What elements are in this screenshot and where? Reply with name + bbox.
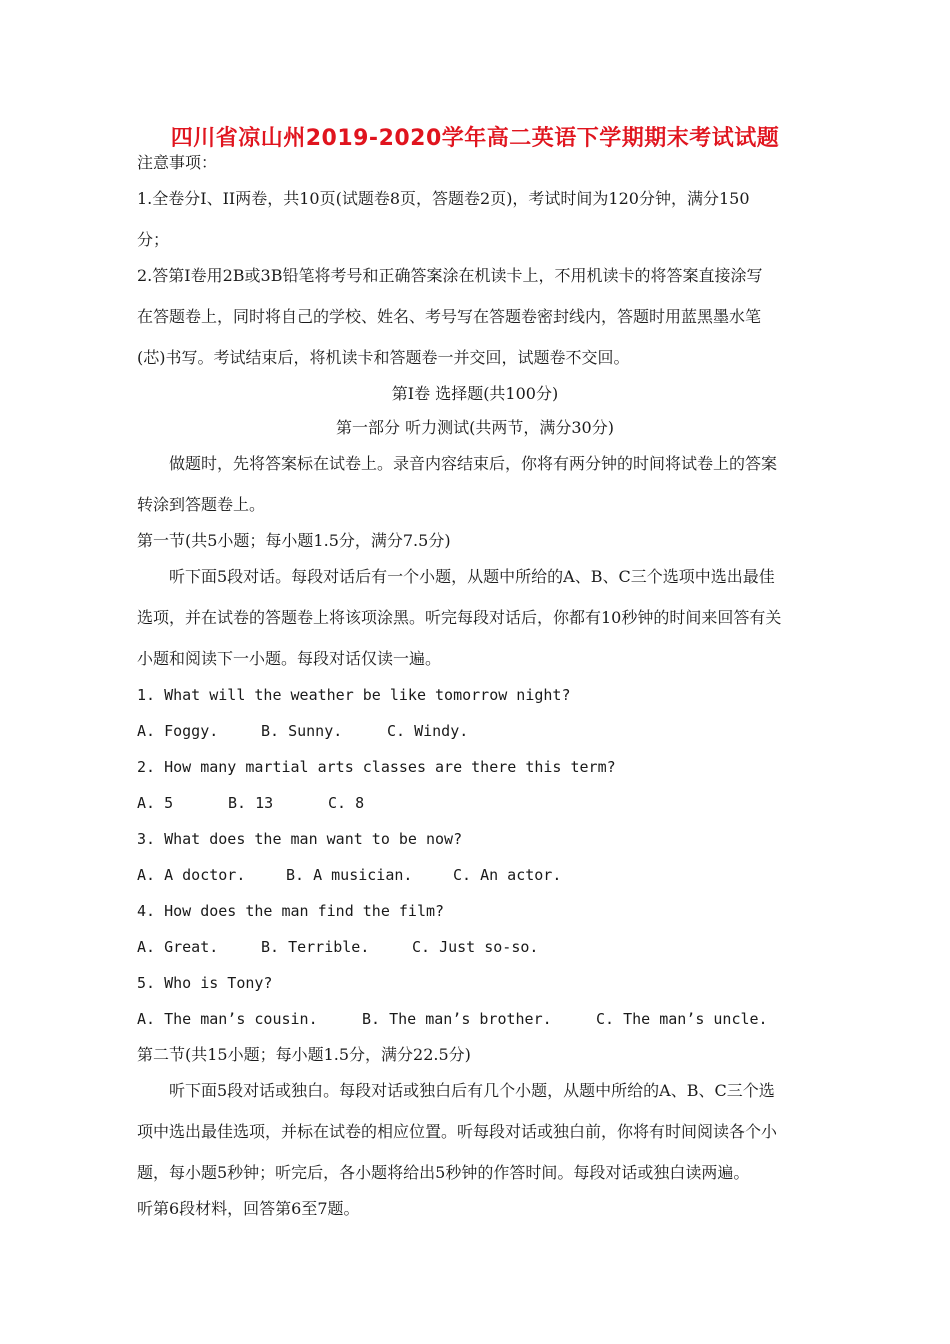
section-1-title: 第一节(共5小题；每小题1.5分，满分7.5分): [137, 531, 451, 550]
question-3: 3. What does the man want to be now?: [137, 830, 463, 848]
material-6-prompt: 听第6段材料，回答第6至7题。: [137, 1199, 360, 1218]
section-2-instruction-line-1: 听下面5段对话或独白。每段对话或独白后有几个小题，从题中所给的A、B、C三个选: [169, 1081, 775, 1100]
option-a: A. The man’s cousin.: [137, 1010, 318, 1028]
option-b: B. Sunny.: [261, 722, 343, 740]
option-b: B. Terrible.: [261, 938, 370, 956]
section-1-instruction-line-2: 选项，并在试卷的答题卷上将该项涂黑。听完每段对话后，你都有10秒钟的时间来回答有关: [137, 608, 782, 627]
section-2-instruction-line-2: 项中选出最佳选项，并标在试卷的相应位置。听每段对话或独白前，你将有时间阅读各个小: [137, 1122, 778, 1141]
part-1-instruction-line-2: 转涂到答题卷上。: [137, 495, 266, 514]
note-1-line-1: 1.全卷分Ⅰ、II两卷，共10页(试题卷8页，答题卷2页)，考试时间为120分钟，满分150: [137, 189, 750, 208]
notes-heading: 注意事项：: [137, 153, 218, 172]
section-1-instruction-line-3: 小题和阅读下一小题。每段对话仅读一遍。: [137, 649, 442, 668]
section-2-instruction-line-3: 题，每小题5秒钟；听完后，各小题将给出5秒钟的作答时间。每段对话或独白读两遍。: [137, 1163, 750, 1182]
question-1: 1. What will the weather be like tomorrow night?: [137, 686, 571, 704]
option-c: C. 8: [328, 794, 365, 812]
question-4: 4. How does the man find the film?: [137, 902, 445, 920]
option-a: A. A doctor.: [137, 866, 246, 884]
question-2: 2. How many martial arts classes are there this term?: [137, 758, 616, 776]
option-c: C. Just so-so.: [412, 938, 539, 956]
option-a: A. 5: [137, 794, 174, 812]
option-a: A. Great.: [137, 938, 219, 956]
note-2-line-2: 在答题卷上，同时将自己的学校、姓名、考号写在答题卷密封线内，答题时用蓝黑墨水笔: [137, 307, 762, 326]
option-c: C. The man’s uncle.: [596, 1010, 768, 1028]
section-1-instruction-line-1: 听下面5段对话。每段对话后有一个小题，从题中所给的A、B、C三个选项中选出最佳: [169, 567, 775, 586]
option-b: B. A musician.: [286, 866, 413, 884]
part-1-instruction-line-1: 做题时，先将答案标在试卷上。录音内容结束后，你将有两分钟的时间将试卷上的答案: [169, 454, 778, 473]
option-b: B. 13: [228, 794, 274, 812]
option-a: A. Foggy.: [137, 722, 219, 740]
note-2-line-1: 2.答第Ⅰ卷用2B或3B铅笔将考号和正确答案涂在机读卡上，不用机读卡的将答案直接涂写: [137, 266, 763, 285]
option-b: B. The man’s brother.: [362, 1010, 552, 1028]
volume-title: 第Ⅰ卷 选择题(共100分): [391, 384, 559, 403]
option-c: C. An actor.: [453, 866, 562, 884]
question-5: 5. Who is Tony?: [137, 974, 273, 992]
part-1-title: 第一部分 听力测试(共两节，满分30分): [336, 418, 614, 437]
page-title: 四川省凉山州2019-2020学年高二英语下学期期末考试试题: [170, 126, 780, 151]
section-2-title: 第二节(共15小题；每小题1.5分，满分22.5分): [137, 1045, 471, 1064]
note-2-line-3: (芯)书写。考试结束后，将机读卡和答题卷一并交回，试题卷不交回。: [137, 348, 630, 367]
option-c: C. Windy.: [387, 722, 469, 740]
note-1-line-2: 分；: [137, 230, 170, 249]
